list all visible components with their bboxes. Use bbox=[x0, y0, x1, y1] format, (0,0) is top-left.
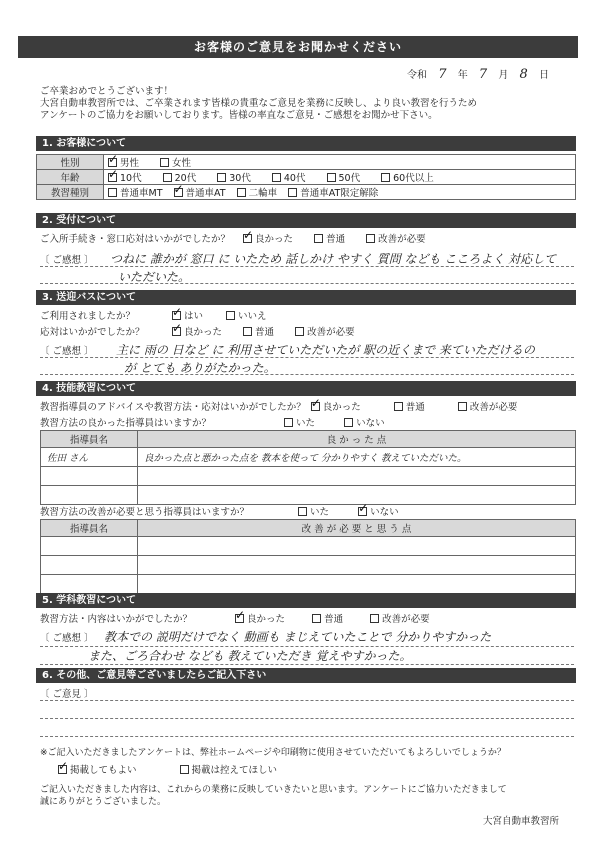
good-instructor-question: 教習方法の良かった指導員はいますか？ bbox=[40, 418, 212, 429]
good-point-cell[interactable]: 良かった点と悪かった点を 教本を使って 分かりやすく 教えていただいた。 bbox=[138, 448, 576, 467]
section-customer-header: 1. お客様について bbox=[36, 136, 576, 151]
option-label: 40代 bbox=[283, 173, 306, 184]
section-reception-header: 2. 受付について bbox=[36, 213, 576, 228]
course-label: 教習種別 bbox=[37, 185, 104, 200]
option-label: 60代以上 bbox=[393, 173, 434, 184]
classroom-comment-2[interactable]: また、ごろ合わせ なども 教えていただき 覚えやすかった。 bbox=[88, 649, 412, 663]
comment-line[interactable] bbox=[40, 700, 574, 701]
bus-comment-1[interactable]: 主に 雨の 日など に 利用させていただいたが 駅の近くまで 来ていただけるの bbox=[116, 343, 535, 357]
column-header: 指導員名 bbox=[41, 520, 138, 537]
option-label: 普通車AT限定解除 bbox=[300, 188, 379, 199]
table-row bbox=[41, 448, 576, 467]
option-label: 普通 bbox=[255, 327, 275, 338]
instructor-name-cell[interactable] bbox=[41, 467, 138, 486]
good-instructor-question-row bbox=[40, 415, 403, 429]
option-label: 改善が必要 bbox=[382, 614, 430, 625]
option-label: 掲載してもよい bbox=[70, 765, 137, 776]
table-row bbox=[41, 575, 576, 594]
date-year[interactable]: 7 bbox=[438, 67, 447, 82]
organization-name: 大宮自動車教習所 bbox=[482, 816, 559, 827]
reception-comment-label: 〔 ご感想 〕 bbox=[40, 255, 94, 266]
checkbox-practical-good[interactable] bbox=[311, 402, 320, 411]
classroom-comment-label: 〔 ご感想 〕 bbox=[40, 633, 94, 644]
good-point-cell[interactable] bbox=[138, 467, 576, 486]
option-label: はい bbox=[184, 311, 204, 322]
date-year-unit: 年 bbox=[457, 70, 468, 81]
good-instructor-table bbox=[40, 430, 576, 505]
table-row bbox=[41, 537, 576, 556]
date-month[interactable]: 7 bbox=[478, 67, 488, 82]
option-label: 良かった bbox=[255, 234, 294, 245]
table-header bbox=[41, 520, 576, 537]
checkbox-bus-improve[interactable] bbox=[295, 327, 304, 336]
intro-line: ご卒業おめでとうございます！ bbox=[40, 86, 174, 97]
checkbox-male[interactable] bbox=[108, 158, 117, 167]
checkbox-reception-improve[interactable] bbox=[366, 234, 375, 243]
option-label: 10代 bbox=[120, 173, 142, 184]
bad-instructor-table bbox=[40, 519, 576, 594]
course-options bbox=[104, 185, 576, 200]
checkbox-female[interactable] bbox=[160, 158, 169, 167]
page-title: お客様のご意見をお聞かせください bbox=[18, 36, 578, 58]
checkbox-publish-ok[interactable] bbox=[58, 765, 67, 774]
practical-question: 教習指導員のアドバイスや教習方法・応対はいかがでしたか？ bbox=[40, 402, 306, 413]
customer-attributes-table bbox=[36, 154, 576, 200]
option-label: 女性 bbox=[172, 158, 192, 169]
date-day-unit: 日 bbox=[539, 70, 549, 81]
column-header: 良 か っ た 点 bbox=[138, 431, 576, 448]
checkbox-course-motorcycle[interactable] bbox=[237, 188, 246, 197]
option-label: いた bbox=[296, 418, 316, 429]
comment-line bbox=[40, 374, 574, 375]
bad-instructor-question-row bbox=[40, 504, 417, 518]
checkbox-bad-instructor-no[interactable] bbox=[358, 507, 367, 516]
column-header: 指導員名 bbox=[41, 431, 138, 448]
option-label: 20代 bbox=[174, 173, 197, 184]
option-label: 良かった bbox=[184, 327, 223, 338]
instructor-name-cell[interactable] bbox=[41, 537, 138, 556]
classroom-question: 教習方法・内容はいかがでしたか？ bbox=[40, 614, 193, 625]
checkbox-practical-normal[interactable] bbox=[394, 402, 403, 411]
checkbox-age-30s[interactable] bbox=[217, 173, 226, 182]
option-label: 普通 bbox=[405, 402, 425, 413]
practical-question-row bbox=[40, 399, 535, 413]
instructor-name-cell[interactable] bbox=[41, 486, 138, 505]
option-label: 掲載は控えてほしい bbox=[191, 765, 278, 776]
option-label: 二輪車 bbox=[248, 188, 278, 199]
bus-service-options bbox=[172, 324, 373, 338]
improvement-cell[interactable] bbox=[138, 575, 576, 594]
option-label: 普通 bbox=[326, 234, 346, 245]
checkbox-course-at-removal[interactable] bbox=[288, 188, 297, 197]
table-row bbox=[41, 486, 576, 505]
checkbox-classroom-normal[interactable] bbox=[312, 614, 321, 623]
good-point-cell[interactable] bbox=[138, 486, 576, 505]
checkbox-age-10s[interactable] bbox=[108, 173, 117, 182]
option-label: 30代 bbox=[229, 173, 251, 184]
date-line bbox=[407, 66, 549, 82]
checkbox-practical-improve[interactable] bbox=[458, 402, 467, 411]
publish-question: ※ご記入いただきましたアンケートは、弊社ホームページや印刷物に使用させていただいてもよろしいでしょうか？ bbox=[40, 748, 506, 758]
checkbox-course-mt[interactable] bbox=[108, 188, 117, 197]
checkbox-reception-good[interactable] bbox=[243, 234, 252, 243]
option-label: 改善が必要 bbox=[307, 327, 355, 338]
option-label: 良かった bbox=[322, 402, 361, 413]
option-label: 改善が必要 bbox=[378, 234, 426, 245]
gender-label: 性別 bbox=[37, 155, 104, 170]
option-label: 普通車AT bbox=[185, 188, 226, 199]
checkbox-good-instructor-no[interactable] bbox=[344, 418, 353, 427]
option-label: 普通車MT bbox=[120, 188, 163, 199]
comment-line[interactable] bbox=[40, 718, 574, 719]
checkbox-age-60plus[interactable] bbox=[381, 173, 390, 182]
bus-service-question: 応対はいかがでしたか？ bbox=[40, 327, 145, 338]
intro-text bbox=[40, 86, 477, 122]
closing-note bbox=[40, 784, 507, 808]
publish-options bbox=[58, 762, 295, 776]
section-other-header: 6. その他、ご意見等ございましたらご記入下さい bbox=[36, 668, 576, 683]
improvement-cell[interactable] bbox=[138, 537, 576, 556]
checkbox-bus-normal[interactable] bbox=[243, 327, 252, 336]
table-header bbox=[41, 431, 576, 448]
other-comment-label: 〔 ご意見 〕 bbox=[40, 689, 94, 700]
instructor-name-cell[interactable] bbox=[41, 556, 138, 575]
checkbox-course-at[interactable] bbox=[174, 188, 183, 197]
section-practical-header: 4. 技能教習について bbox=[36, 381, 576, 396]
option-label: いない bbox=[370, 507, 399, 518]
section-classroom-header: 5. 学科教習について bbox=[36, 593, 576, 608]
checkbox-classroom-good[interactable] bbox=[235, 614, 244, 623]
table-row bbox=[41, 467, 576, 486]
option-label: いない bbox=[356, 418, 385, 429]
course-row bbox=[37, 185, 576, 200]
instructor-name-cell[interactable] bbox=[41, 575, 138, 594]
bus-comment-2[interactable]: が とても ありがたかった。 bbox=[124, 361, 276, 375]
checkbox-age-20s[interactable] bbox=[163, 173, 172, 182]
bad-instructor-question: 教習方法の改善が必要と思う指導員はいますか？ bbox=[40, 507, 250, 518]
reception-comment-2[interactable]: いただいた。 bbox=[118, 270, 191, 284]
bus-usage-options bbox=[172, 308, 285, 322]
option-label: 改善が必要 bbox=[469, 402, 518, 413]
option-label: 50代 bbox=[338, 173, 361, 184]
age-row bbox=[37, 170, 576, 185]
closing-note-line: 誠にありがとうございました。 bbox=[40, 797, 167, 807]
option-label: いいえ bbox=[238, 311, 267, 322]
column-header: 改 善 が 必 要 と 思 う 点 bbox=[138, 520, 576, 537]
classroom-comment-1[interactable]: 教本での 説明だけでなく 動画も まじえていたことで 分かりやすかった bbox=[104, 630, 492, 644]
bus-comment-label: 〔 ご感想 〕 bbox=[40, 346, 94, 357]
closing-note-line: ご記入いただきました内容は、これからの業務に反映していきたいと思います。アンケートにご協力いただきまして bbox=[40, 785, 507, 795]
bus-usage-question: ご利用されましたか？ bbox=[40, 311, 136, 322]
checkbox-classroom-improve[interactable] bbox=[370, 614, 379, 623]
instructor-name-cell[interactable]: 佐田 さん bbox=[41, 448, 138, 467]
checkbox-age-40s[interactable] bbox=[272, 173, 281, 182]
comment-line bbox=[40, 664, 574, 665]
checkbox-publish-decline[interactable] bbox=[180, 765, 189, 774]
checkbox-age-50s[interactable] bbox=[327, 173, 336, 182]
checkbox-bad-instructor-yes[interactable] bbox=[298, 507, 307, 516]
reception-question: ご入所手続き・窓口応対はいかがでしたか？ bbox=[40, 234, 231, 245]
comment-line[interactable] bbox=[40, 736, 574, 737]
checkbox-bus-yes[interactable] bbox=[172, 311, 181, 320]
age-label: 年齢 bbox=[37, 170, 104, 185]
intro-line: 大宮自動車教習所では、ご卒業されます皆様の貴重なご意見を業務に反映し、より良い教習を行うため bbox=[40, 98, 478, 109]
checkbox-reception-normal[interactable] bbox=[314, 234, 323, 243]
option-label: いた bbox=[310, 507, 330, 518]
option-label: 普通 bbox=[324, 614, 344, 625]
intro-line: アンケートのご協力をお願いしております。皆様の率直なご意見・ご感想をお聞かせ下さい。 bbox=[40, 110, 438, 121]
date-era: 令和 bbox=[407, 70, 428, 81]
section-bus-header: 3. 送迎バスについて bbox=[36, 290, 576, 305]
classroom-question-row bbox=[40, 611, 448, 625]
option-label: 良かった bbox=[247, 614, 286, 625]
checkbox-good-instructor-yes[interactable] bbox=[284, 418, 293, 427]
checkbox-bus-no[interactable] bbox=[226, 311, 235, 320]
date-month-unit: 月 bbox=[498, 70, 509, 81]
reception-question-row bbox=[40, 231, 444, 245]
option-label: 男性 bbox=[120, 158, 140, 169]
improvement-cell[interactable] bbox=[138, 556, 576, 575]
checkbox-bus-good[interactable] bbox=[172, 327, 181, 336]
table-row bbox=[41, 556, 576, 575]
gender-options bbox=[104, 155, 576, 170]
reception-comment-1[interactable]: つねに 誰かが 窓口 に いたため 話しかけ やすく 質問 なども こころよく 対応して bbox=[110, 252, 557, 266]
date-day[interactable]: 8 bbox=[519, 67, 528, 82]
